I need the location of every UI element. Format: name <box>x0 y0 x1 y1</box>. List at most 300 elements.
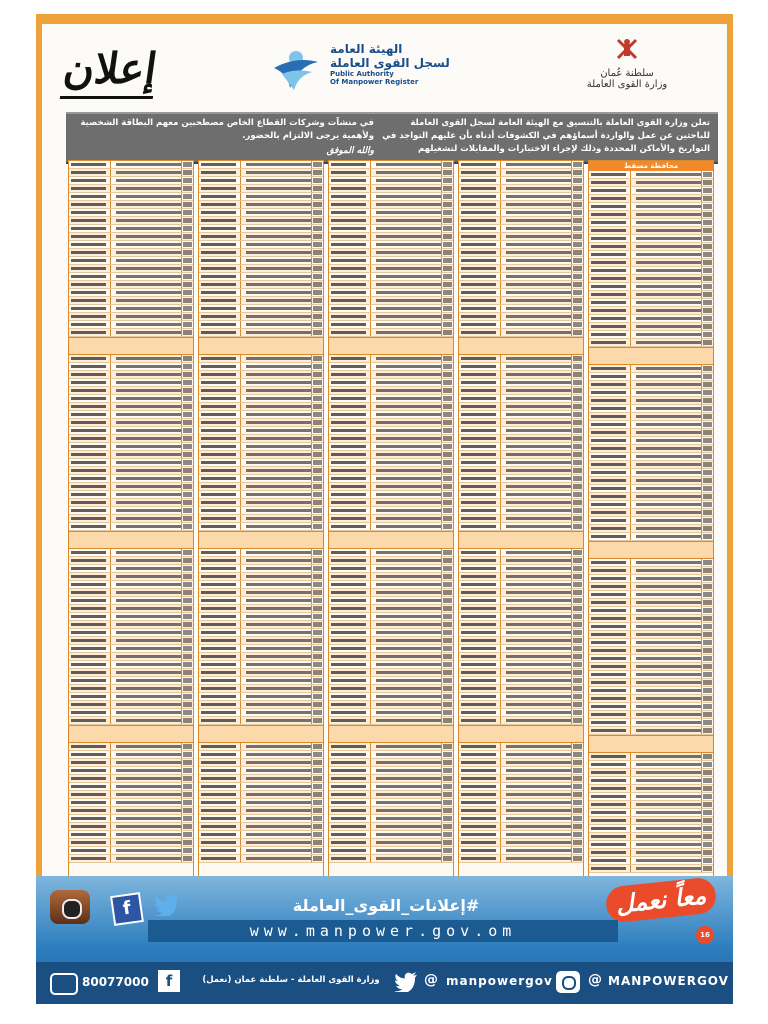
table-row <box>589 631 713 639</box>
table-row <box>459 491 583 499</box>
table-row <box>199 395 323 403</box>
table-row <box>589 397 713 405</box>
section-subheading <box>589 735 713 753</box>
table-row <box>69 767 193 775</box>
table-row <box>69 491 193 499</box>
table-row <box>459 597 583 605</box>
table-row <box>459 815 583 823</box>
table-row <box>589 283 713 291</box>
table-row <box>199 177 323 185</box>
section-subheading <box>589 347 713 365</box>
table-row <box>329 475 453 483</box>
table-row <box>199 217 323 225</box>
table-row <box>69 743 193 751</box>
table-row <box>589 509 713 517</box>
table-row <box>69 581 193 589</box>
table-row <box>329 209 453 217</box>
table-row <box>329 321 453 329</box>
table-row <box>199 515 323 523</box>
table-row <box>69 847 193 855</box>
table-row <box>69 523 193 531</box>
table-row <box>199 685 323 693</box>
table-row <box>329 831 453 839</box>
table-row <box>459 791 583 799</box>
table-row <box>459 459 583 467</box>
table-row <box>69 201 193 209</box>
table-row <box>199 459 323 467</box>
table-row <box>69 435 193 443</box>
table-row <box>329 265 453 273</box>
table-row <box>459 305 583 313</box>
table-row <box>589 421 713 429</box>
table-row <box>69 775 193 783</box>
table-row <box>199 693 323 701</box>
facebook-icon: f <box>110 892 144 926</box>
table-row <box>69 483 193 491</box>
table-row <box>329 257 453 265</box>
table-row <box>69 313 193 321</box>
table-row <box>329 685 453 693</box>
table-row <box>589 785 713 793</box>
table-row <box>199 815 323 823</box>
notice-text-main: تعلن وزارة القوى العاملة بالتنسيق مع الهيئة العامة لسجل القوى العاملة للباحثين عن عمل والواردة أسماؤهم في الكشوفات أدناه بأن عليهم التواجد في التواريخ والأماكن المحددة وذلك لإجراء الاختبارات والمقابلات لتشغيلهم <box>382 118 710 154</box>
table-row <box>589 501 713 509</box>
table-row <box>329 847 453 855</box>
section-subheading <box>329 531 453 549</box>
table-row <box>459 581 583 589</box>
table-row <box>69 225 193 233</box>
table-row <box>199 759 323 767</box>
table-row <box>459 629 583 637</box>
table-row <box>69 161 193 169</box>
table-row <box>459 823 583 831</box>
table-row <box>459 717 583 725</box>
table-row <box>459 265 583 273</box>
table-row <box>199 387 323 395</box>
table-row <box>589 801 713 809</box>
table-row <box>69 185 193 193</box>
table-row <box>329 273 453 281</box>
table-row <box>329 613 453 621</box>
table-row <box>69 305 193 313</box>
table-row <box>459 329 583 337</box>
table-row <box>589 517 713 525</box>
table-row <box>199 549 323 557</box>
oman-emblem-icon <box>614 36 640 62</box>
table-row <box>589 833 713 841</box>
table-row <box>589 655 713 663</box>
table-row <box>459 233 583 241</box>
table-row <box>459 379 583 387</box>
table-row <box>589 381 713 389</box>
contact-bar <box>36 962 733 1004</box>
table-row <box>589 623 713 631</box>
table-row <box>329 677 453 685</box>
table-row <box>459 403 583 411</box>
table-row <box>69 249 193 257</box>
table-row <box>329 249 453 257</box>
table-row <box>589 179 713 187</box>
table-row <box>69 217 193 225</box>
table-row <box>199 823 323 831</box>
table-row <box>199 241 323 249</box>
table-row <box>69 209 193 217</box>
table-row <box>199 321 323 329</box>
table-row <box>589 591 713 599</box>
table-row <box>589 445 713 453</box>
table-row <box>589 825 713 833</box>
table-row <box>329 411 453 419</box>
table-row <box>69 661 193 669</box>
table-row <box>69 823 193 831</box>
table-row <box>199 613 323 621</box>
table-row <box>329 363 453 371</box>
twitter-icon <box>154 894 180 916</box>
phone-icon <box>50 973 78 995</box>
table-row <box>199 363 323 371</box>
table-row <box>459 653 583 661</box>
table-row <box>329 313 453 321</box>
at-symbol-icon: @ <box>424 972 438 988</box>
table-row <box>69 169 193 177</box>
table-row <box>589 857 713 865</box>
table-row <box>459 443 583 451</box>
table-row <box>69 629 193 637</box>
table-row <box>329 759 453 767</box>
table-row <box>199 475 323 483</box>
table-row <box>199 483 323 491</box>
table-row <box>329 783 453 791</box>
phone-number: 80077000 <box>82 975 149 989</box>
table-row <box>589 777 713 785</box>
table-row <box>589 663 713 671</box>
table-row <box>69 475 193 483</box>
table-row <box>589 727 713 735</box>
table-row <box>199 257 323 265</box>
table-row <box>589 695 713 703</box>
table-row <box>69 363 193 371</box>
table-row <box>589 525 713 533</box>
table-row <box>459 709 583 717</box>
table-row <box>589 389 713 397</box>
table-row <box>199 677 323 685</box>
table-row <box>589 187 713 195</box>
table-row <box>69 507 193 515</box>
social-handle-upper: MANPOWERGOV <box>608 974 729 988</box>
ministry-line-1: سلطنة عُمان <box>600 68 654 79</box>
section-subheading <box>69 531 193 549</box>
table-row <box>199 419 323 427</box>
table-row <box>199 451 323 459</box>
table-row <box>329 233 453 241</box>
section-subheading <box>459 337 583 355</box>
table-row <box>199 233 323 241</box>
table-row <box>459 193 583 201</box>
table-row <box>589 719 713 727</box>
table-row <box>69 265 193 273</box>
table-row <box>459 161 583 169</box>
table-row <box>69 549 193 557</box>
list-column <box>588 160 714 878</box>
ministry-logo <box>572 36 682 102</box>
table-row <box>69 451 193 459</box>
table-row <box>589 711 713 719</box>
table-row <box>199 371 323 379</box>
table-row <box>69 831 193 839</box>
table-row <box>69 597 193 605</box>
table-row <box>589 703 713 711</box>
table-row <box>459 523 583 531</box>
table-row <box>459 637 583 645</box>
table-row <box>69 499 193 507</box>
table-row <box>589 429 713 437</box>
list-column <box>328 160 454 878</box>
table-row <box>459 743 583 751</box>
table-row <box>199 379 323 387</box>
table-row <box>329 515 453 523</box>
table-row <box>69 613 193 621</box>
table-row <box>329 491 453 499</box>
table-row <box>589 809 713 817</box>
table-row <box>459 411 583 419</box>
website-link[interactable]: www.manpower.gov.om <box>249 922 517 940</box>
table-row <box>199 597 323 605</box>
table-row <box>329 693 453 701</box>
section-subheading <box>69 725 193 743</box>
table-row <box>329 241 453 249</box>
table-row <box>329 621 453 629</box>
table-row <box>199 645 323 653</box>
table-row <box>199 581 323 589</box>
table-row <box>199 491 323 499</box>
table-row <box>589 865 713 873</box>
table-row <box>329 855 453 863</box>
table-row <box>69 799 193 807</box>
table-row <box>199 839 323 847</box>
table-row <box>329 589 453 597</box>
table-row <box>69 419 193 427</box>
right-border <box>727 14 733 944</box>
table-row <box>329 637 453 645</box>
table-row <box>199 507 323 515</box>
page-number: 16 <box>696 926 714 944</box>
table-row <box>459 177 583 185</box>
table-row <box>459 767 583 775</box>
table-row <box>69 443 193 451</box>
table-row <box>459 289 583 297</box>
section-subheading <box>329 337 453 355</box>
table-row <box>589 203 713 211</box>
table-row <box>459 847 583 855</box>
table-row <box>459 451 583 459</box>
table-row <box>329 177 453 185</box>
table-row <box>589 583 713 591</box>
table-row <box>69 791 193 799</box>
table-row <box>459 313 583 321</box>
table-row <box>199 289 323 297</box>
newspaper-page <box>36 14 733 1004</box>
table-row <box>329 523 453 531</box>
table-row <box>589 243 713 251</box>
table-row <box>459 297 583 305</box>
page-header <box>42 24 727 114</box>
table-row <box>69 281 193 289</box>
table-row <box>199 273 323 281</box>
table-row <box>459 363 583 371</box>
organization-line: وزارة القوى العاملة - سلطنة عمان (نعمل) <box>202 975 380 985</box>
table-row <box>589 291 713 299</box>
table-row <box>459 355 583 363</box>
table-row <box>459 241 583 249</box>
section-subheading <box>589 541 713 559</box>
table-row <box>199 161 323 169</box>
table-row <box>69 589 193 597</box>
table-row <box>329 605 453 613</box>
table-row <box>589 671 713 679</box>
table-row <box>199 637 323 645</box>
announcement-title: إعلان <box>60 44 161 93</box>
table-row <box>199 717 323 725</box>
region-heading: محافظة مسقط <box>589 161 713 171</box>
table-row <box>589 227 713 235</box>
table-row <box>589 567 713 575</box>
table-row <box>459 185 583 193</box>
section-subheading <box>459 725 583 743</box>
table-row <box>329 807 453 815</box>
table-row <box>69 289 193 297</box>
table-row <box>459 807 583 815</box>
table-row <box>329 305 453 313</box>
table-row <box>329 443 453 451</box>
table-row <box>329 435 453 443</box>
table-row <box>69 297 193 305</box>
table-row <box>199 209 323 217</box>
table-row <box>329 467 453 475</box>
table-row <box>329 427 453 435</box>
table-row <box>329 281 453 289</box>
table-row <box>329 289 453 297</box>
page-footer <box>36 876 733 1004</box>
table-row <box>69 693 193 701</box>
table-row <box>459 483 583 491</box>
table-row <box>459 645 583 653</box>
table-row <box>329 823 453 831</box>
table-row <box>199 355 323 363</box>
table-row <box>199 557 323 565</box>
table-row <box>459 573 583 581</box>
section-subheading <box>329 725 453 743</box>
table-row <box>199 427 323 435</box>
table-row <box>459 685 583 693</box>
table-row <box>199 193 323 201</box>
table-row <box>199 589 323 597</box>
section-subheading <box>199 337 323 355</box>
table-row <box>459 225 583 233</box>
table-row <box>199 249 323 257</box>
table-row <box>69 677 193 685</box>
authority-arabic-name: الهيئة العامة لسجل القوى العاملة <box>330 42 450 70</box>
table-row <box>589 607 713 615</box>
table-row <box>329 451 453 459</box>
table-row <box>459 677 583 685</box>
table-row <box>199 573 323 581</box>
table-row <box>459 831 583 839</box>
table-row <box>589 469 713 477</box>
table-row <box>329 387 453 395</box>
table-row <box>459 387 583 395</box>
table-row <box>69 241 193 249</box>
table-row <box>329 217 453 225</box>
table-row <box>459 217 583 225</box>
table-row <box>69 411 193 419</box>
facebook-small-icon: f <box>158 970 180 992</box>
table-row <box>329 549 453 557</box>
table-row <box>329 661 453 669</box>
table-row <box>459 799 583 807</box>
table-row <box>69 645 193 653</box>
table-row <box>589 687 713 695</box>
table-row <box>199 443 323 451</box>
table-row <box>589 267 713 275</box>
table-row <box>69 855 193 863</box>
table-row <box>199 831 323 839</box>
at-symbol-icon-2: @ <box>588 972 602 988</box>
table-row <box>69 605 193 613</box>
table-row <box>589 493 713 501</box>
table-row <box>69 565 193 573</box>
table-row <box>459 605 583 613</box>
table-row <box>329 717 453 725</box>
table-row <box>69 717 193 725</box>
table-row <box>69 329 193 337</box>
table-row <box>329 193 453 201</box>
table-row <box>589 211 713 219</box>
table-row <box>589 275 713 283</box>
table-row <box>199 499 323 507</box>
table-row <box>589 753 713 761</box>
table-row <box>199 305 323 313</box>
table-row <box>459 467 583 475</box>
table-row <box>329 371 453 379</box>
notice-banner <box>66 112 718 164</box>
authority-emblem-icon <box>268 38 324 94</box>
table-row <box>329 743 453 751</box>
table-row <box>69 637 193 645</box>
table-row <box>329 565 453 573</box>
website-bar <box>148 920 618 942</box>
table-row <box>459 209 583 217</box>
table-row <box>589 533 713 541</box>
table-row <box>199 605 323 613</box>
table-row <box>199 621 323 629</box>
table-row <box>589 299 713 307</box>
table-row <box>459 751 583 759</box>
table-row <box>329 185 453 193</box>
table-row <box>459 669 583 677</box>
table-row <box>199 799 323 807</box>
table-row <box>199 403 323 411</box>
table-row <box>329 799 453 807</box>
table-row <box>589 405 713 413</box>
table-row <box>329 629 453 637</box>
table-row <box>589 477 713 485</box>
table-row <box>329 709 453 717</box>
table-row <box>589 251 713 259</box>
table-row <box>589 453 713 461</box>
table-row <box>589 219 713 227</box>
table-row <box>589 339 713 347</box>
table-row <box>329 329 453 337</box>
